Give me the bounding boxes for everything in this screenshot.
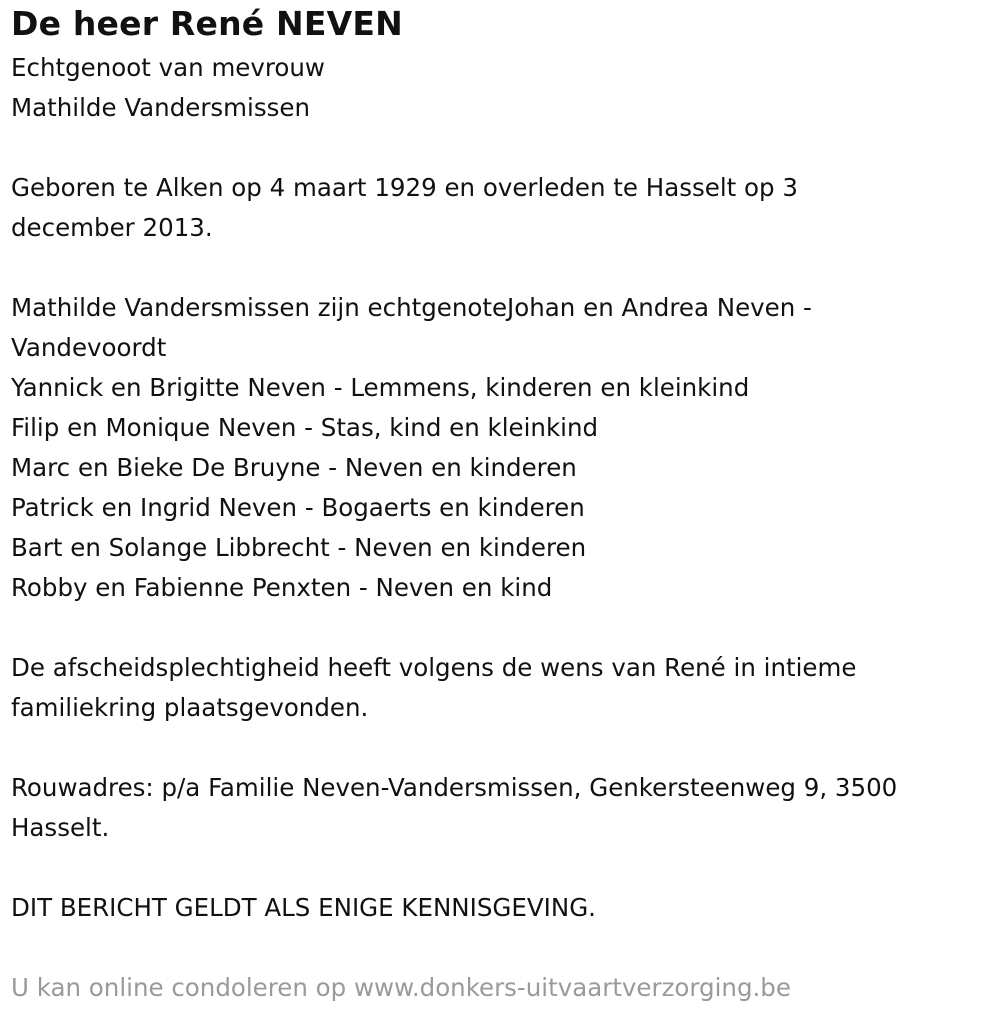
spacer <box>11 928 986 968</box>
family-line: Mathilde Vandersmissen zijn echtgenoteJohan en Andrea Neven - <box>11 293 812 322</box>
family-line: Robby en Fabienne Penxten - Neven en kind <box>11 573 553 602</box>
family-line: Bart en Solange Libbrecht - Neven en kinderen <box>11 533 587 562</box>
page-title: De heer René NEVEN <box>11 4 403 43</box>
birth-death-section <box>11 168 986 248</box>
birth-death-line: december 2013. <box>11 213 213 242</box>
condolence-link-text: U kan online condoleren op www.donkers-uitvaartverzorging.be <box>11 973 791 1002</box>
family-line: Marc en Bieke De Bruyne - Neven en kinderen <box>11 453 577 482</box>
family-line: Yannick en Brigitte Neven - Lemmens, kinderen en kleinkind <box>11 373 750 402</box>
notice-statement: DIT BERICHT GELDT ALS ENIGE KENNISGEVING. <box>11 893 596 922</box>
family-line: Vandevoordt <box>11 333 167 362</box>
spacer <box>11 248 986 288</box>
obituary-notice <box>11 0 986 1008</box>
spacer <box>11 848 986 888</box>
ceremony-section <box>11 648 986 728</box>
address-line: Hasselt. <box>11 813 110 842</box>
family-section <box>11 288 986 608</box>
address-section <box>11 768 986 848</box>
spacer <box>11 728 986 768</box>
spouse-name: Mathilde Vandersmissen <box>11 93 310 122</box>
spouse-section <box>11 48 986 128</box>
spacer <box>11 128 986 168</box>
spouse-line: Echtgenoot van mevrouw <box>11 53 325 82</box>
ceremony-line: familiekring plaatsgevonden. <box>11 693 369 722</box>
birth-death-line: Geboren te Alken op 4 maart 1929 en overleden te Hasselt op 3 <box>11 173 798 202</box>
family-line: Filip en Monique Neven - Stas, kind en kleinkind <box>11 413 599 442</box>
ceremony-line: De afscheidsplechtigheid heeft volgens de wens van René in intieme <box>11 653 857 682</box>
address-line: Rouwadres: p/a Familie Neven-Vandersmissen, Genkersteenweg 9, 3500 <box>11 773 898 802</box>
spacer <box>11 608 986 648</box>
family-line: Patrick en Ingrid Neven - Bogaerts en kinderen <box>11 493 585 522</box>
